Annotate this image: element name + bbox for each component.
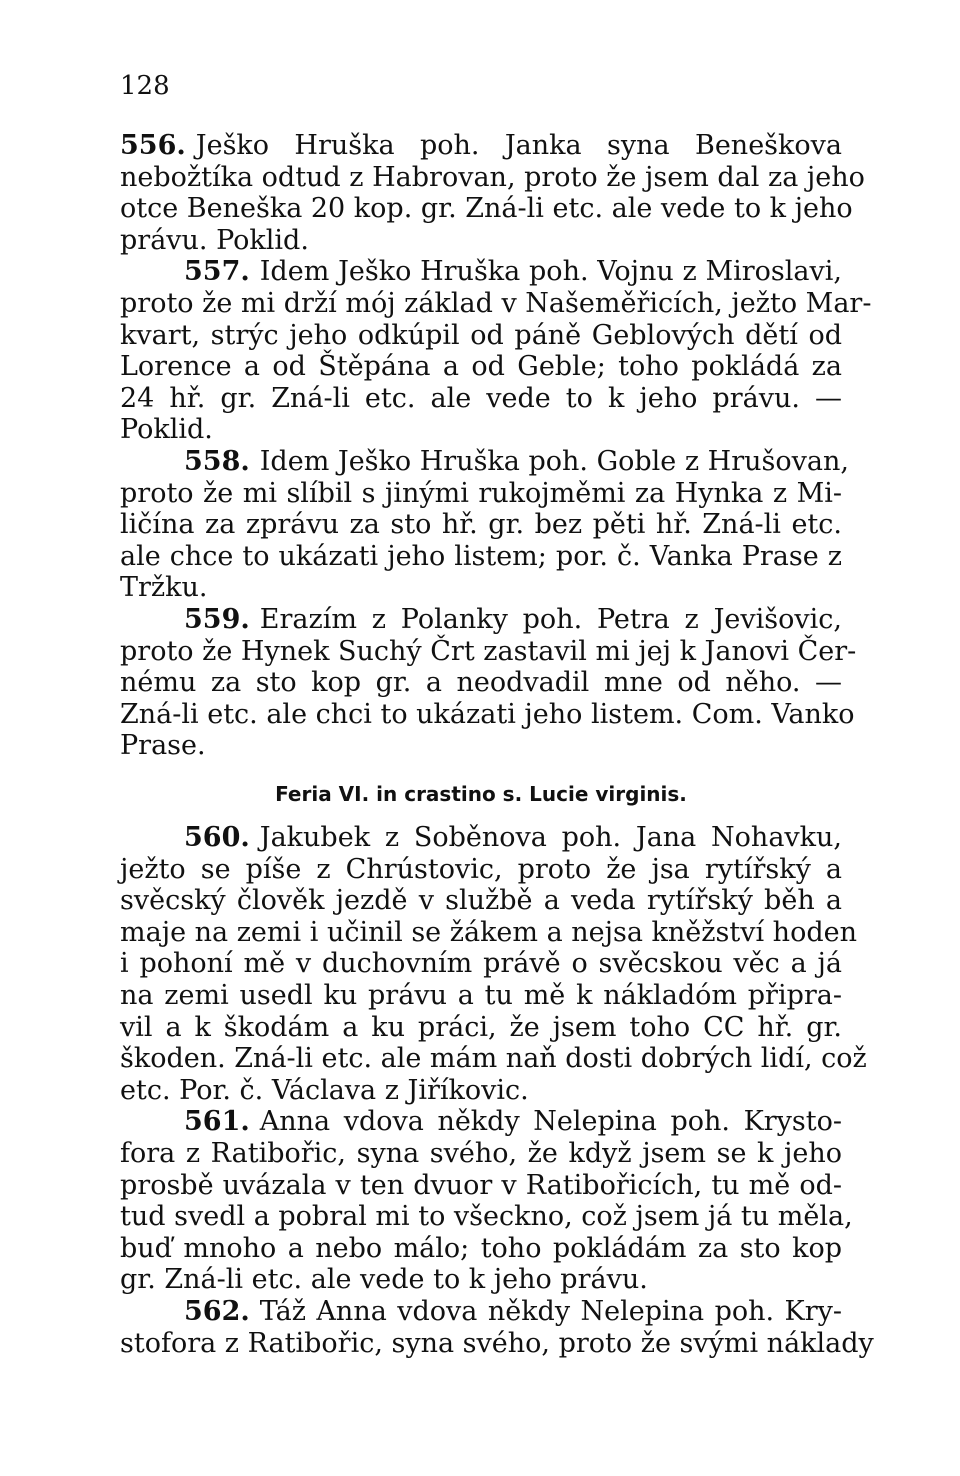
line-text: proto že mi drží mój základ v Našeměřicích, ježto Mar-: [120, 287, 872, 319]
line-text: 24 hř. gr. Zná-li etc. ale vede to k jeho právu. —: [120, 382, 842, 414]
line-text: stofora z Ratibořic, syna svého, proto že svými náklady: [120, 1327, 874, 1359]
line-text: Jakubek z Soběnova poh. Jana Nohavku,: [259, 822, 842, 853]
entry-number: 561.: [184, 1106, 250, 1138]
line-text: Táž Anna vdova někdy Nelepina poh. Kry-: [259, 1295, 842, 1327]
text-line: [120, 130, 842, 162]
text-line: [120, 1233, 842, 1265]
text-line: [120, 1075, 842, 1107]
section-heading: Feria VI. in crastino s. Lucie virginis.: [275, 782, 687, 806]
line-text: prosbě uvázala v ten dvuor v Ratibořicích, tu mě od-: [120, 1169, 842, 1201]
text-line: [120, 730, 842, 762]
text-line: [120, 980, 842, 1012]
line-text: nému za sto kop gr. a neodvadil mne od něho. —: [120, 667, 842, 699]
line-text: nebožtíka odtud z Habrovan, proto že jsem dal za jeho: [120, 161, 865, 193]
line-text: otce Beneška 20 kop. gr. Zná-li etc. ale vede to k jeho: [120, 193, 853, 225]
line-text: ježto se píše z Chrústovic, proto že jsa rytířský a: [120, 853, 842, 885]
line-text: Zná-li etc. ale chci to ukázati jeho listem. Com. Vanko: [120, 698, 855, 730]
text-line: [120, 1106, 842, 1138]
text-line: [120, 351, 842, 383]
text-line: [120, 445, 849, 478]
text-line: [120, 1043, 867, 1075]
line-text: maje na zemi i učinil se žákem a nejsa kněžství hoden: [120, 916, 857, 948]
entries-block-bottom: [120, 822, 874, 1359]
line-text: proto že Hynek Suchý Črt zastavil mi jej k Janovi Čer-: [120, 635, 857, 667]
text-line: [120, 414, 842, 446]
text-line: [120, 822, 842, 854]
line-text: i pohoní mě v duchovním právě o svěcskou věc a já: [120, 948, 842, 980]
text-line: [120, 193, 853, 225]
text-line: [120, 478, 842, 510]
line-text: fora z Ratibořic, syna svého, že když jsem se k jeho: [120, 1137, 842, 1169]
line-text: proto že mi slíbil s jinými rukojměmi za Hynka z Mi-: [120, 477, 842, 509]
line-text: ale chce to ukázati jeho listem; por. č. Vanka Prase z: [120, 540, 842, 572]
text-line: [120, 1327, 874, 1360]
text-line: [120, 572, 842, 604]
entry-number: 556.: [120, 130, 186, 161]
text-line: [120, 256, 842, 288]
line-text: Lorence a od Štěpána a od Geble; toho pokládá za: [120, 351, 842, 383]
line-text: Anna vdova někdy Nelepina poh. Krysto-: [259, 1106, 842, 1138]
line-text: tud svedl a pobral mi to všeckno, což jsem já tu měla,: [120, 1201, 853, 1233]
entries-block-top: [120, 130, 872, 762]
entry-number: 560.: [184, 822, 250, 853]
text-line: [120, 225, 842, 257]
text-line: [120, 698, 855, 731]
line-text: na zemi usedl ku právu a tu mě k nákladóm připra-: [120, 979, 842, 1011]
line-text: gr. Zná-li etc. ale vede to k jeho právu.: [120, 1264, 648, 1296]
text-line: [120, 1201, 853, 1233]
line-text: Erazím z Polanky poh. Petra z Jevišovic,: [259, 603, 842, 635]
entry-number: 558.: [184, 445, 250, 477]
line-text: Poklid.: [120, 414, 213, 446]
line-text: ličína za zprávu za sto hř. gr. bez pěti hř. Zná-li etc.: [120, 509, 842, 541]
text-line: [120, 604, 842, 636]
text-line: [120, 1138, 842, 1170]
text-line: [120, 948, 842, 980]
line-text: buď mnoho a nebo málo; toho pokládám za sto kop: [120, 1232, 842, 1264]
text-line: [120, 885, 842, 917]
page-number: 128: [120, 71, 170, 101]
text-line: [120, 635, 857, 668]
entry-number: 557.: [184, 256, 250, 288]
line-text: Tržku.: [120, 572, 208, 604]
text-line: [120, 320, 842, 352]
line-text: Idem Ješko Hruška poh. Goble z Hrušovan,: [259, 445, 849, 477]
text-line: [120, 161, 865, 194]
line-text: kvart, strýc jeho odkúpil od páně Geblových dětí od: [120, 319, 842, 351]
entry-number: 562.: [184, 1295, 250, 1327]
line-text: vil a k škodám a ku práci, že jsem toho CC hř. gr.: [120, 1011, 842, 1043]
text-line: [120, 383, 842, 415]
text-line: [120, 916, 857, 949]
text-line: [120, 1264, 842, 1296]
entry-number: 559.: [184, 603, 250, 635]
line-text: svěcský člověk jezdě v službě a veda rytířský běh a: [120, 885, 842, 917]
line-text: právu. Poklid.: [120, 224, 309, 256]
text-line: [120, 1170, 842, 1202]
text-line: [120, 509, 842, 541]
line-text: Prase.: [120, 730, 206, 762]
text-line: [120, 541, 842, 573]
text-line: [120, 287, 872, 320]
text-line: [120, 1296, 842, 1328]
line-text: etc. Por. č. Václava z Jiříkovic.: [120, 1074, 529, 1106]
line-text: Idem Ješko Hruška poh. Vojnu z Miroslavi,: [259, 256, 842, 288]
line-text: Ješko Hruška poh. Janka syna Beneškova: [195, 130, 842, 161]
line-text: škoden. Zná-li etc. ale mám naň dosti dobrých lidí, což: [120, 1043, 867, 1075]
text-line: [120, 667, 842, 699]
text-line: [120, 854, 842, 886]
text-line: [120, 1012, 842, 1044]
